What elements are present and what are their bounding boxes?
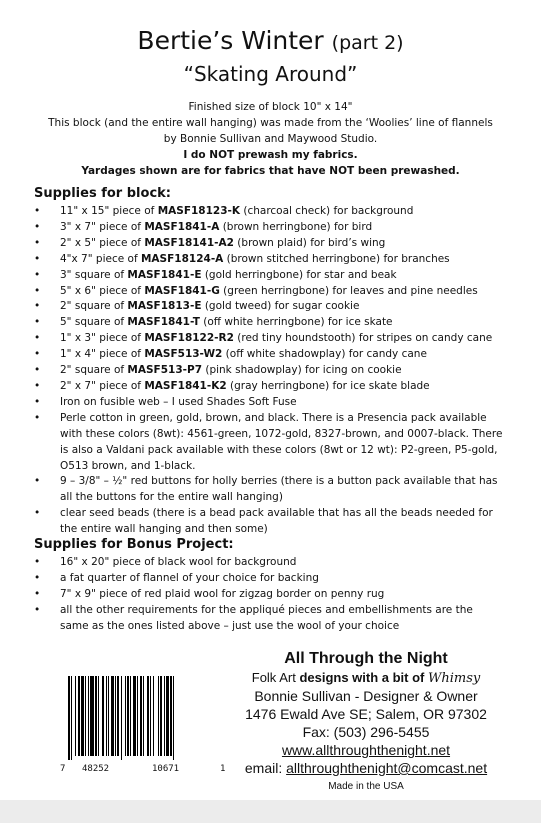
barcode-bars <box>68 676 216 760</box>
publisher-block <box>234 648 498 794</box>
title-text: Bertie’s Winter <box>137 26 324 55</box>
title-part: (part 2) <box>331 32 404 54</box>
list-item: • 2" x 5" piece of MASF18141-A2 (brown plaid) for bird’s wing <box>34 236 504 252</box>
barcode-digits-right: 10671 <box>152 764 180 774</box>
publisher-email-link[interactable]: allthroughthenight@comcast.net <box>286 760 488 776</box>
publisher-email: email: allthroughthenight@comcast.net <box>244 760 488 776</box>
list-item: • 3" square of MASF1841-E (gold herringbone) for star and beak <box>34 268 504 284</box>
yardage-note: Yardages shown are for fabrics that have NOT been prewashed. <box>81 165 460 177</box>
bonus-heading: Supplies for Bonus Project: <box>34 537 234 552</box>
finished-size: Finished size of block 10" x 14" <box>188 101 353 113</box>
publisher-address: 1476 Ewald Ave SE; Salem, OR 97302 <box>245 706 487 722</box>
made-in-usa: Made in the USA <box>328 781 404 792</box>
intro-block <box>0 99 541 179</box>
list-item: • all the other requirements for the appliqué pieces and embellishments are the same as the ones listed above – just use the wool of your choice <box>34 603 504 635</box>
publisher-website-link[interactable]: www.allthroughthenight.net <box>281 742 451 758</box>
list-item: • 4"x 7" piece of MASF18124-A (brown stitched herringbone) for branches <box>34 252 504 268</box>
publisher-name: All Through the Night <box>284 650 448 667</box>
list-item: • 11" x 15" piece of MASF18123-K (charcoal check) for background <box>34 204 504 220</box>
supplies-list <box>34 204 504 538</box>
page-subtitle: “Skating Around” <box>183 62 358 86</box>
list-item: • 5" square of MASF1841-T (off white herringbone) for ice skate <box>34 315 504 331</box>
list-item: • 16" x 20" piece of black wool for background <box>34 555 504 571</box>
barcode <box>60 676 226 774</box>
list-item: • Iron on fusible web – I used Shades Soft Fuse <box>34 395 504 411</box>
page-title <box>0 26 541 58</box>
barcode-digit-check: 1 <box>220 764 226 774</box>
publisher-tagline: Folk Art designs with a bit of Whimsy <box>251 670 481 686</box>
publisher-fax: Fax: (503) 296-5455 <box>302 724 430 740</box>
list-item: • 9 – 3/8" – ½" red buttons for holly berries (there is a button pack available that has all the buttons for the entire wall hanging) <box>34 474 504 506</box>
list-item: • Perle cotton in green, gold, brown, and black. There is a Presencia pack available with these colors (8wt): 4561-green, 1072-gold, 8327-brown, and 0007-black. There is also a Valdani pack available with these colors (8wt or 12 wt): P2-green, P5-gold, O513 brown, and 1-black. <box>34 411 504 475</box>
intro-line-1: This block (and the entire wall hanging) was made from the ‘Woolies’ line of flannels <box>48 117 493 129</box>
page-bottom-strip <box>0 800 541 823</box>
list-item: • 1" x 4" piece of MASF513-W2 (off white shadowplay) for candy cane <box>34 347 504 363</box>
prewash-note: I do NOT prewash my fabrics. <box>183 149 358 161</box>
bonus-list <box>34 555 504 635</box>
list-item: • 5" x 6" piece of MASF1841-G (green herringbone) for leaves and pine needles <box>34 284 504 300</box>
list-item: • 3" x 7" piece of MASF1841-A (brown herringbone) for bird <box>34 220 504 236</box>
barcode-digits-left: 48252 <box>82 764 110 774</box>
list-item: • a fat quarter of flannel of your choice for backing <box>34 571 504 587</box>
intro-line-2: by Bonnie Sullivan and Maywood Studio. <box>163 133 378 145</box>
list-item: • 2" square of MASF1813-E (gold tweed) for sugar cookie <box>34 299 504 315</box>
list-item: • 7" x 9" piece of red plaid wool for zigzag border on penny rug <box>34 587 504 603</box>
list-item: • 1" x 3" piece of MASF18122-R2 (red tiny houndstooth) for stripes on candy cane <box>34 331 504 347</box>
publisher-owner: Bonnie Sullivan - Designer & Owner <box>254 688 478 704</box>
barcode-digit-lead: 7 <box>60 764 66 774</box>
list-item: • clear seed beads (there is a bead pack available that has all the beads needed for the entire wall hanging and then some) <box>34 506 504 538</box>
list-item: • 2" square of MASF513-P7 (pink shadowplay) for icing on cookie <box>34 363 504 379</box>
supplies-heading: Supplies for block: <box>34 186 171 201</box>
list-item: • 2" x 7" piece of MASF1841-K2 (gray herringbone) for ice skate blade <box>34 379 504 395</box>
